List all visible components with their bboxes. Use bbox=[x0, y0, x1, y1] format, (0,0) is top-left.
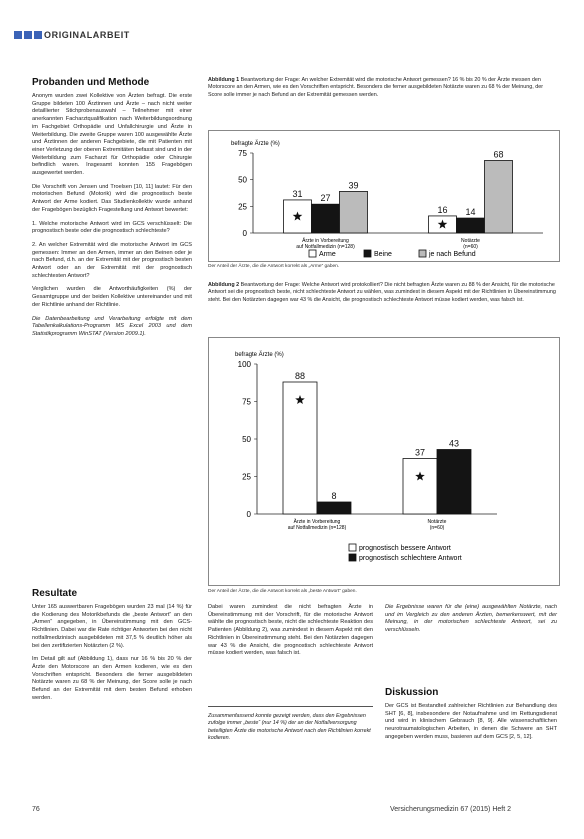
figure1-caption: Abbildung 1 Beantwortung der Frage: An welcher Extremität wird die motorische Antwort gemessen? 16 % bis 20 % der Ärzte messen den Motorscore an den Armen, wie es den Vorschriften entspricht. Besonders die ferner ausgebildeten Notärzte waren zu 68 % der Meinung, der Score solle immer je nach Befund an der Extremität gemessen werden. bbox=[208, 77, 544, 98]
paragraph: Die Vorschrift von Jensen und Troelsen [10, 11] lautet: Für den motorischen Befund (Motorik) wird die prognostisch beste Antwort der Arme kodiert. Das Studienkollektiv wurde anhand der Fragebögen bezüglich Fragestellung und Antwort bewertet: bbox=[32, 183, 192, 213]
figure2-caption: Abbildung 2 Beantwortung der Frage: Welche Antwort wird protokolliert? Die nicht befragten Ärzte waren zu 88 % der Ansicht, für die motorische Antwort sei die prognostisch beste, nicht schlechteste Antwort zu wählen, was zumindest in diesem Aspekt mit der Richtlinien in Übereinstimmung steht. Bei den Notärzten dagegen war 43 % die Ansicht, die prognostisch schlechteste Antwort müsse kodiert werden, was falsch ist. bbox=[208, 282, 556, 303]
heading-discussion: Diskussion bbox=[385, 687, 439, 698]
legend-label: Beine bbox=[374, 251, 392, 258]
bar bbox=[340, 191, 368, 233]
x-tick-label: (n=60) bbox=[463, 244, 478, 250]
legend-swatch bbox=[349, 554, 356, 561]
paragraph: 1. Welche motorische Antwort wird im GCS verschlüsselt: Die prognostisch beste oder die prognostisch schlechteste? bbox=[32, 220, 192, 235]
bar-value-label: 43 bbox=[448, 438, 460, 449]
journal-reference: Versicherungsmedizin 67 (2015) Heft 2 bbox=[390, 806, 512, 813]
paragraph: Im Detail gilt auf (Abbildung 1), dass nur 16 % bis 20 % der Ärzte den Motorscore an den Armen kodieren, wie es den Vorschriften entspricht. Besonders die ferner ausgebildeten Notärzte waren zu 68 % der Meinung, der Score solle je nach Befund an der Extremität mit dem besten Befund erhoben werden. bbox=[32, 656, 192, 701]
x-tick-label: auf Notfallmedizin (n=128) bbox=[287, 525, 347, 531]
legend-swatch bbox=[364, 250, 371, 257]
left-column-bottom bbox=[32, 604, 192, 708]
figure1-chart bbox=[208, 130, 560, 262]
figure1-source: Der Anteil der Ärzte, die die Antwort korrekt als „Arme“ gaben. bbox=[208, 264, 340, 269]
header-square-icon bbox=[24, 31, 32, 39]
x-tick-label: (n=60) bbox=[429, 525, 445, 531]
y-tick-label: 75 bbox=[238, 149, 247, 158]
x-tick-label: auf Notfallmedizin (n=128) bbox=[296, 244, 355, 250]
bar bbox=[403, 459, 437, 515]
chart1-svg bbox=[209, 131, 559, 261]
x-tick-label: Notärzte bbox=[461, 238, 480, 244]
summary-note: Zusammenfassend konnte gezeigt werden, dass den Ergebnissen zufolge immer „beste“ (nur 14 %) der an der Notfallversorgung beteiligten Ärzte die motorische Antwort nach den Richtlinien korrekt kodieren. bbox=[208, 706, 373, 742]
legend-label: prognostisch bessere Antwort bbox=[359, 545, 451, 552]
bar-value-label: 31 bbox=[292, 188, 303, 199]
y-tick-label: 100 bbox=[237, 360, 251, 369]
y-tick-label: 25 bbox=[242, 472, 251, 482]
x-tick-label: Ärzte in Vorbereitung bbox=[302, 238, 349, 244]
section-title: ORIGINALARBEIT bbox=[44, 30, 130, 40]
y-axis-label: befragte Ärzte (%) bbox=[231, 141, 280, 147]
bar-value-label: 37 bbox=[414, 447, 426, 458]
discussion-text: Der GCS ist Bestandteil zahlreicher Richtlinien zur Behandlung des SHT [6, 8], insbesondere der Notaufnahme und im Rettungsdienst und wird in klinischem Gebrauch [8, 9]. Alle wissenschaftlichen neurotraumatologischen Arbeiten, in denen die Schwere an SHT angegeben werden muss, basieren auf dem GCS [2, 5, 12]. bbox=[385, 703, 557, 740]
bar bbox=[437, 450, 471, 515]
bar bbox=[312, 204, 340, 233]
bar bbox=[485, 160, 513, 233]
y-tick-label: 50 bbox=[242, 435, 251, 444]
right-column-text: Die Ergebnisse waren für die (eine) ausgewählten Notärzte, nach und im Vergleich zu den anderen Ärzten, bemerkenswert, mit der Meinung, in der motorischen schlechteste Antwort, sei zu verschlüsseln. bbox=[385, 604, 557, 634]
figure2-chart bbox=[208, 337, 560, 586]
middle-column-text: Dabei waren zumindest die nicht befragten Ärzte in Übereinstimmung mit der Vorschrift, für die motorische Antwort wählte die prognostisch beste, nicht die schlechteste Reaktion des Patienten (Abbildung 2), was zumindest in diesem Aspekt mit den Richtlinien in Übereinstimmung steht. Bei den Notärzten dagegen war 43 % die Ansicht, die prognostisch schlechteste Antwort müsse kodiert werden, was falsch ist. bbox=[208, 604, 373, 657]
bar-value-label: 14 bbox=[465, 207, 476, 218]
legend-label: je nach Befund bbox=[429, 251, 476, 258]
bar-value-label: 8 bbox=[331, 491, 337, 501]
bar bbox=[317, 502, 351, 514]
bar-value-label: 88 bbox=[294, 371, 306, 381]
bar-value-label: 39 bbox=[348, 180, 359, 191]
bar-value-label: 27 bbox=[320, 193, 331, 204]
legend-swatch bbox=[349, 544, 356, 551]
x-tick-label: Ärzte in Vorbereitung bbox=[293, 519, 341, 525]
paragraph: Anonym wurden zwei Kollektive von Ärzten befragt. Die erste Gruppe bildeten 100 Ärztinnen und Ärzte – nach nicht weiter detaillierter Stichprobenauswahl – Teilnehmer mit einer anerkannten Facharztqualifikation nach Weiterbildungsordnung im Fachgebiet Orthopädie und Unfallchirurgie und Ärzte in Weiterbildung. Die zweite Gruppe waren 100 ausgewählte Ärzte und Ärztinnen der anderen Fachgebiete, die mit Patienten mit einer Verletzung der oberen Extremitäten befasst sind und in der Weiterbildung zum Facharzt für Orthopädie oder Chirurgie befindlich waren. Insgesamt konnten 155 Fragebögen ausgewertet werden. bbox=[32, 93, 192, 177]
paragraph: Verglichen wurden die Antworthäufigkeiten (%) der Gesamtgruppe und der beiden Kollektive untereinander und mit der Richtlinie anhand der Richtlinie. bbox=[32, 286, 192, 308]
y-tick-label: 0 bbox=[242, 229, 247, 238]
paragraph: Die Datenbearbeitung und Verarbeitung erfolgte mit dem Tabellenkalkulations-Programm MS Excel 2003 und dem Statistikprogramm WinSTAT (Version 2009.1). bbox=[32, 315, 192, 337]
bar bbox=[457, 218, 485, 233]
paragraph: Unter 165 auswertbaren Fragebögen wurden 23 mal (14 %) für die Kodierung des Motorikbefunds die „beste Antwort“ an den „Armen“ angegeben, in Übereinstimmung mit den GCS-Richtlinien. Dabei war die Rate richtiger Antworten bei den nicht notfallmedizinisch ausgebildeten mit 37,5 % deutlich höher als bei den zertifizierten Notärzten (2 %). bbox=[32, 604, 192, 649]
legend-swatch bbox=[309, 250, 316, 257]
bar-value-label: 16 bbox=[437, 204, 448, 215]
y-tick-label: 25 bbox=[238, 202, 247, 212]
y-axis-label: befragte Ärzte (%) bbox=[235, 352, 284, 358]
paragraph: 2. An welcher Extremität wird die motorische Antwort im GCS gemessen: Immer an den Armen, immer an den Beinen oder je nach Befund, d.h. an der Extremität mit der prognostisch besten Antwort oder an der Extremität mit der prognostisch schlechtesten Antwort? bbox=[32, 241, 192, 279]
legend-swatch bbox=[419, 250, 426, 257]
header-square-icon bbox=[34, 31, 42, 39]
bar-value-label: 68 bbox=[493, 149, 504, 160]
y-tick-label: 0 bbox=[246, 510, 251, 519]
x-tick-label: Notärzte bbox=[427, 519, 447, 525]
heading-results: Resultate bbox=[32, 588, 78, 599]
legend-label: prognostisch schlechtere Antwort bbox=[359, 555, 462, 562]
header-square-icon bbox=[14, 31, 22, 39]
legend-label: Arme bbox=[319, 251, 336, 258]
heading-methods: Probanden und Methode bbox=[32, 77, 150, 88]
y-tick-label: 50 bbox=[238, 175, 247, 185]
y-tick-label: 75 bbox=[242, 397, 251, 407]
left-column-top bbox=[32, 93, 192, 345]
chart2-svg bbox=[209, 338, 559, 585]
page-number: 76 bbox=[32, 806, 40, 813]
figure2-source: Der Anteil der Ärzte, die die Antwort korrekt als „beste Antwort“ gaben. bbox=[208, 589, 357, 594]
